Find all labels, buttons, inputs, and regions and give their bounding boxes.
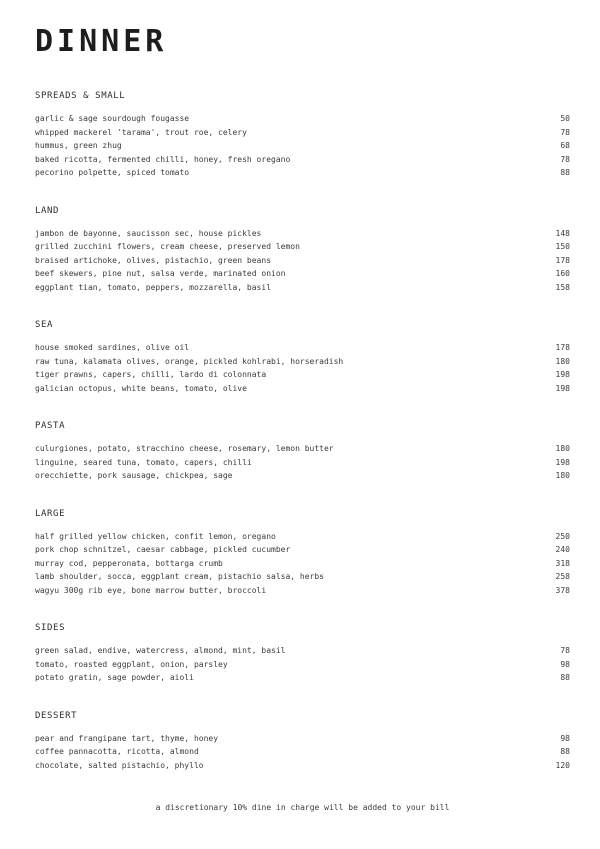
section-items: [35, 530, 570, 598]
section-heading: SEA: [35, 320, 54, 330]
menu-item-row: [35, 112, 570, 126]
item-price: 178: [555, 255, 570, 265]
menu-item-row: [35, 227, 570, 241]
item-name: linguine, seared tuna, tomato, capers, chilli: [35, 457, 252, 467]
menu-section-large: [35, 509, 570, 598]
menu-item-row: [35, 355, 570, 369]
item-price: 98: [560, 733, 570, 743]
item-name: tomato, roasted eggplant, onion, parsley: [35, 659, 228, 669]
item-name: tiger prawns, capers, chilli, lardo di colonnata: [35, 370, 267, 379]
menu-item-row: [35, 139, 570, 153]
menu-item-row: [35, 557, 570, 571]
item-price: 160: [555, 269, 570, 278]
item-name: half grilled yellow chicken, confit lemon, oregano: [35, 531, 276, 541]
section-items: [35, 341, 570, 395]
menu-item-row: [35, 341, 570, 355]
menu-item-row: [35, 759, 570, 773]
item-name: pear and frangipane tart, thyme, honey: [35, 733, 219, 743]
item-price: 88: [560, 168, 570, 177]
item-name: beef skewers, pine nut, salsa verde, marinated onion: [35, 269, 286, 278]
menu-item-row: [35, 382, 570, 396]
menu-item-row: [35, 254, 570, 268]
item-name: braised artichoke, olives, pistachio, green beans: [35, 255, 272, 265]
item-name: orecchiette, pork sausage, chickpea, sage: [35, 471, 233, 480]
item-price: 88: [560, 747, 570, 756]
item-name: pork chop schnitzel, caesar cabbage, pickled cucumber: [35, 545, 291, 554]
menu-section-sides: [35, 623, 570, 685]
item-price: 250: [555, 531, 570, 541]
item-price: 180: [555, 444, 570, 453]
menu-section-spreads-small: [35, 91, 570, 180]
menu-item-row: [35, 658, 570, 672]
item-price: 88: [560, 673, 570, 682]
section-heading: DESSERT: [35, 710, 78, 721]
menu-item-row: [35, 166, 570, 180]
item-name: pecorino polpette, spiced tomato: [35, 168, 190, 177]
item-name: culurgiones, potato, stracchino cheese, rosemary, lemon butter: [35, 444, 334, 453]
section-items: [35, 442, 570, 483]
item-price: 78: [560, 646, 570, 655]
item-price: 180: [555, 471, 570, 480]
menu-section-pasta: [35, 421, 570, 483]
menu-item-row: [35, 281, 570, 295]
item-price: 198: [555, 370, 570, 379]
item-price: 98: [560, 659, 570, 669]
item-price: 120: [555, 760, 570, 770]
item-name: eggplant tian, tomato, peppers, mozzarella, basil: [35, 282, 272, 292]
item-price: 50: [560, 114, 570, 123]
item-price: 318: [555, 558, 570, 568]
item-name: chocolate, salted pistachio, phyllo: [35, 760, 204, 770]
item-price: 148: [555, 228, 570, 238]
footer-note: a discretionary 10% dine in charge will be added to your bill: [155, 803, 450, 812]
item-price: 78: [560, 127, 570, 137]
menu-item-row: [35, 644, 570, 658]
item-name: whipped mackerel 'tarama', trout roe, celery: [35, 127, 247, 137]
menu-section-land: [35, 206, 570, 295]
item-price: 158: [555, 282, 570, 292]
item-price: 258: [555, 572, 570, 581]
item-price: 198: [555, 457, 570, 467]
item-price: 68: [560, 141, 570, 150]
menu-item-row: [35, 584, 570, 598]
item-name: grilled zucchini flowers, cream cheese, preserved lemon: [35, 242, 300, 251]
menu-item-row: [35, 671, 570, 685]
item-price: 240: [555, 545, 570, 554]
item-price: 78: [560, 154, 570, 164]
item-name: potato gratin, sage powder, aioli: [35, 673, 194, 682]
section-items: [35, 644, 570, 685]
item-name: lamb shoulder, socca, eggplant cream, pistachio salsa, herbs: [35, 572, 324, 581]
menu-item-row: [35, 153, 570, 167]
item-name: galician octopus, white beans, tomato, olive: [35, 383, 247, 393]
item-name: jambon de bayonne, saucisson sec, house pickles: [35, 228, 262, 238]
item-name: hummus, green zhug: [35, 141, 122, 150]
section-items: [35, 112, 570, 180]
section-heading: LAND: [35, 205, 60, 216]
menu-item-row: [35, 469, 570, 483]
item-name: raw tuna, kalamata olives, orange, pickled kohlrabi, horseradish: [35, 356, 344, 366]
item-name: house smoked sardines, olive oil: [35, 343, 190, 352]
item-name: murray cod, pepperonata, bottarga crumb: [35, 558, 223, 568]
menu-item-row: [35, 732, 570, 746]
item-name: wagyu 300g rib eye, bone marrow butter, broccoli: [35, 585, 267, 595]
item-name: baked ricotta, fermented chilli, honey, fresh oregano: [35, 154, 291, 164]
item-name: garlic & sage sourdough fougasse: [35, 114, 190, 123]
menu-item-row: [35, 543, 570, 557]
menu-item-row: [35, 240, 570, 254]
menu-item-row: [35, 745, 570, 759]
item-price: 178: [555, 343, 570, 352]
item-price: 378: [555, 585, 570, 595]
menu-item-row: [35, 570, 570, 584]
section-heading: SPREADS & SMALL: [35, 91, 126, 101]
item-price: 150: [555, 242, 570, 251]
section-heading: LARGE: [35, 508, 66, 519]
menu-section-dessert: [35, 711, 570, 773]
menu-item-row: [35, 442, 570, 456]
section-heading: SIDES: [35, 623, 66, 633]
menu-section-sea: [35, 320, 570, 395]
menu-item-row: [35, 368, 570, 382]
menu-item-row: [35, 126, 570, 140]
item-price: 198: [555, 383, 570, 393]
item-name: coffee pannacotta, ricotta, almond: [35, 747, 199, 756]
section-items: [35, 227, 570, 295]
item-price: 180: [555, 356, 570, 366]
page-title: DINNER: [35, 24, 168, 59]
menu-item-row: [35, 530, 570, 544]
item-name: green salad, endive, watercress, almond, mint, basil: [35, 646, 286, 655]
menu-item-row: [35, 267, 570, 281]
menu-item-row: [35, 456, 570, 470]
section-items: [35, 732, 570, 773]
section-heading: PASTA: [35, 421, 66, 431]
